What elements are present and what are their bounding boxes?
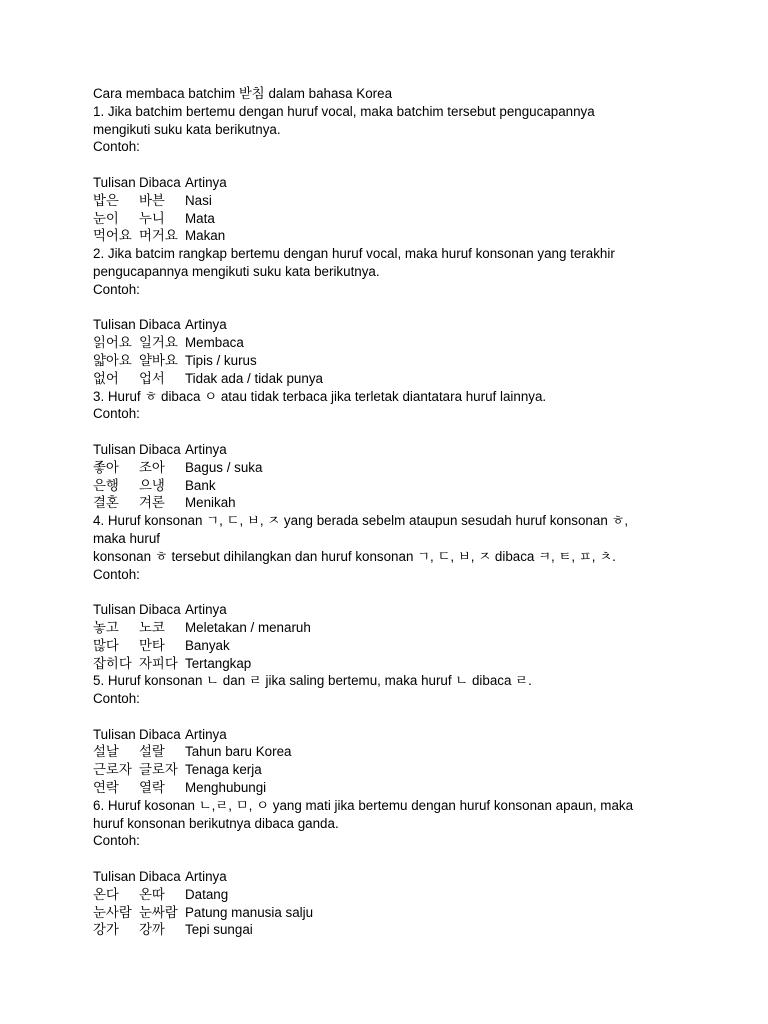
contoh-label: Contoh: (93, 406, 140, 422)
table-row (93, 210, 733, 228)
artinya-cell: Banyak (185, 637, 230, 653)
rule-text-line: 1. Jika batchim bertemu dengan huruf vocal, maka batchim tersebut pengucapannya (93, 103, 595, 119)
tulisan-cell: 없어 (93, 370, 119, 386)
table-header-cell: Tulisan (93, 726, 136, 742)
rule-text-line: pengucapannya mengikuti suku kata berikutnya. (93, 263, 380, 279)
document (93, 85, 733, 939)
dibaca-cell: 누니 (139, 210, 165, 226)
table-row (93, 334, 733, 352)
dibaca-cell: 강까 (139, 922, 165, 938)
section-4 (93, 512, 733, 672)
artinya-cell: Datang (185, 886, 229, 902)
dibaca-cell: 조아 (139, 459, 165, 475)
blank-line (93, 708, 733, 726)
table-header-cell: Dibaca (139, 602, 181, 618)
example-table (93, 441, 733, 512)
section-1 (93, 103, 733, 245)
tulisan-cell: 읽어요 (93, 335, 132, 351)
dibaca-cell: 으냉 (139, 477, 165, 493)
tulisan-cell: 설날 (93, 744, 119, 760)
table-header-cell: Tulisan (93, 602, 136, 618)
table-row (93, 655, 733, 673)
table-header-row (93, 316, 733, 334)
table-row (93, 227, 733, 245)
table-row (93, 921, 733, 939)
table-row (93, 743, 733, 761)
table-header-cell: Artinya (185, 726, 227, 742)
contoh-label: Contoh: (93, 281, 140, 297)
artinya-cell: Makan (185, 228, 226, 244)
example-table (93, 316, 733, 387)
section-5 (93, 672, 733, 797)
tulisan-cell: 먹어요 (93, 228, 132, 244)
table-header-cell: Tulisan (93, 441, 136, 457)
tulisan-cell: 많다 (93, 637, 119, 653)
dibaca-cell: 일거요 (139, 335, 178, 351)
tulisan-cell: 근로자 (93, 762, 132, 778)
rule-text-line: 5. Huruf konsonan ㄴ dan ㄹ jika saling bertemu, maka huruf ㄴ dibaca ㄹ. (93, 673, 532, 689)
table-header-cell: Dibaca (139, 441, 181, 457)
dibaca-cell: 바븐 (139, 192, 165, 208)
rule-text-line: 6. Huruf kosonan ㄴ,ㄹ, ㅁ, ㅇ yang mati jika bertemu dengan huruf konsonan apaun, maka (93, 797, 634, 813)
blank-line (93, 583, 733, 601)
contoh-label: Contoh: (93, 691, 140, 707)
contoh-label: Contoh: (93, 566, 140, 582)
table-row (93, 352, 733, 370)
contoh-label: Contoh: (93, 139, 140, 155)
tulisan-cell: 좋아 (93, 459, 119, 475)
artinya-cell: Tertangkap (185, 655, 252, 671)
tulisan-cell: 결혼 (93, 495, 119, 511)
artinya-cell: Tipis / kurus (185, 352, 257, 368)
tulisan-cell: 잡히다 (93, 655, 132, 671)
table-header-row (93, 441, 733, 459)
artinya-cell: Tepi sungai (185, 922, 253, 938)
document-title: Cara membaca batchim 받침 dalam bahasa Korea (93, 86, 393, 101)
tulisan-cell: 눈사람 (93, 904, 132, 920)
rule-text-line: maka huruf (93, 530, 160, 546)
artinya-cell: Mata (185, 210, 215, 226)
artinya-cell: Bank (185, 477, 216, 493)
table-row (93, 779, 733, 797)
table-row (93, 370, 733, 388)
table-header-cell: Dibaca (139, 869, 181, 885)
rule-text-line: huruf konsonan berikutnya dibaca ganda. (93, 815, 339, 831)
dibaca-cell: 설랄 (139, 744, 165, 760)
section-6 (93, 797, 733, 939)
rule-text-line: mengikuti suku kata berikutnya. (93, 121, 281, 137)
table-row (93, 637, 733, 655)
table-header-cell: Dibaca (139, 726, 181, 742)
table-row (93, 886, 733, 904)
artinya-cell: Menikah (185, 495, 236, 511)
blank-line (93, 850, 733, 868)
table-header-cell: Dibaca (139, 174, 181, 190)
section-2 (93, 245, 733, 387)
table-header-cell: Artinya (185, 602, 227, 618)
table-header-cell: Tulisan (93, 869, 136, 885)
artinya-cell: Tahun baru Korea (185, 744, 292, 760)
section-3 (93, 388, 733, 513)
dibaca-cell: 글로자 (139, 762, 178, 778)
artinya-cell: Meletakan / menaruh (185, 619, 311, 635)
table-header-cell: Artinya (185, 869, 227, 885)
table-row (93, 904, 733, 922)
tulisan-cell: 놓고 (93, 619, 119, 635)
tulisan-cell: 은행 (93, 477, 119, 493)
example-table (93, 601, 733, 672)
blank-line (93, 156, 733, 174)
artinya-cell: Menghubungi (185, 780, 267, 796)
table-header-row (93, 726, 733, 744)
tulisan-cell: 밥은 (93, 192, 119, 208)
sections-container (93, 103, 733, 939)
table-header-row (93, 174, 733, 192)
rule-text-line: 3. Huruf ㅎ dibaca ㅇ atau tidak terbaca jika terletak diantatara huruf lainnya. (93, 388, 547, 404)
tulisan-cell: 얇아요 (93, 352, 132, 368)
contoh-label: Contoh: (93, 833, 140, 849)
table-row (93, 619, 733, 637)
rule-text-line: 2. Jika batcim rangkap bertemu dengan huruf vocal, maka huruf konsonan yang terakhir (93, 246, 615, 262)
dibaca-cell: 만타 (139, 637, 165, 653)
dibaca-cell: 업서 (139, 370, 165, 386)
artinya-cell: Tidak ada / tidak punya (185, 370, 323, 386)
tulisan-cell: 연락 (93, 780, 119, 796)
dibaca-cell: 눈싸람 (139, 904, 178, 920)
table-header-cell: Tulisan (93, 317, 136, 333)
dibaca-cell: 머거요 (139, 228, 178, 244)
table-row (93, 459, 733, 477)
example-table (93, 868, 733, 939)
table-header-cell: Artinya (185, 174, 227, 190)
tulisan-cell: 강가 (93, 922, 119, 938)
table-header-row (93, 868, 733, 886)
dibaca-cell: 얄바요 (139, 352, 178, 368)
table-header-cell: Tulisan (93, 174, 136, 190)
table-header-row (93, 601, 733, 619)
tulisan-cell: 온다 (93, 886, 119, 902)
table-header-cell: Dibaca (139, 317, 181, 333)
dibaca-cell: 온따 (139, 886, 165, 902)
example-table (93, 174, 733, 245)
dibaca-cell: 열락 (139, 780, 165, 796)
table-header-cell: Artinya (185, 317, 227, 333)
table-row (93, 761, 733, 779)
table-row (93, 477, 733, 495)
table-row (93, 192, 733, 210)
blank-line (93, 299, 733, 317)
example-table (93, 726, 733, 797)
rule-text-line: 4. Huruf konsonan ㄱ, ㄷ, ㅂ, ㅈ yang berada sebelm ataupun sesudah huruf konsonan ㅎ, (93, 513, 629, 529)
artinya-cell: Bagus / suka (185, 459, 263, 475)
table-row (93, 494, 733, 512)
artinya-cell: Nasi (185, 192, 212, 208)
table-header-cell: Artinya (185, 441, 227, 457)
artinya-cell: Patung manusia salju (185, 904, 314, 920)
artinya-cell: Tenaga kerja (185, 762, 262, 778)
dibaca-cell: 자피다 (139, 655, 178, 671)
dibaca-cell: 노코 (139, 619, 165, 635)
tulisan-cell: 눈이 (93, 210, 119, 226)
rule-text-line: konsonan ㅎ tersebut dihilangkan dan huruf konsonan ㄱ, ㄷ, ㅂ, ㅈ dibaca ㅋ, ㅌ, ㅍ, ㅊ. (93, 548, 616, 564)
artinya-cell: Membaca (185, 335, 244, 351)
dibaca-cell: 겨론 (139, 495, 165, 511)
blank-line (93, 423, 733, 441)
